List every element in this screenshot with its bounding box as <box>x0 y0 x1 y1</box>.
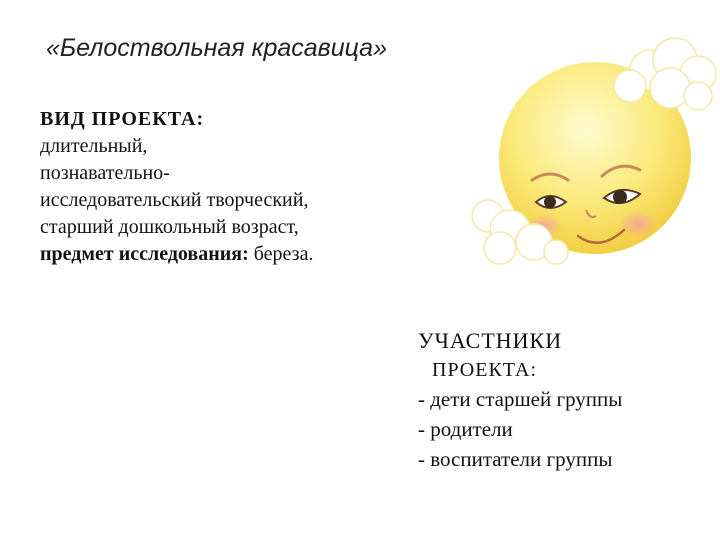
project-type-block <box>40 106 480 268</box>
participant-item: - дети старшей группы <box>418 387 623 411</box>
slide-title: «Белоствольная красавица» <box>46 34 387 62</box>
project-subject-line <box>40 241 480 268</box>
project-type-line: исследовательский творческий, <box>40 189 309 211</box>
project-type-line: старший дошкольный возраст, <box>40 216 299 238</box>
project-type-line: познавательно- <box>40 162 170 184</box>
smiling-sun-icon <box>470 30 720 270</box>
participant-item: - воспитатели группы <box>418 447 613 471</box>
participants-block <box>418 326 718 474</box>
participants-heading-line1: УЧАСТНИКИ <box>418 328 563 353</box>
project-type-line: длительный, <box>40 135 148 157</box>
project-type-heading: ВИД ПРОЕКТА: <box>40 108 205 130</box>
project-subject-value: береза. <box>248 243 314 265</box>
project-subject-label: предмет исследования: <box>40 243 249 265</box>
participant-item: - родители <box>418 417 513 441</box>
participants-heading-line2: ПРОЕКТА: <box>432 359 538 381</box>
